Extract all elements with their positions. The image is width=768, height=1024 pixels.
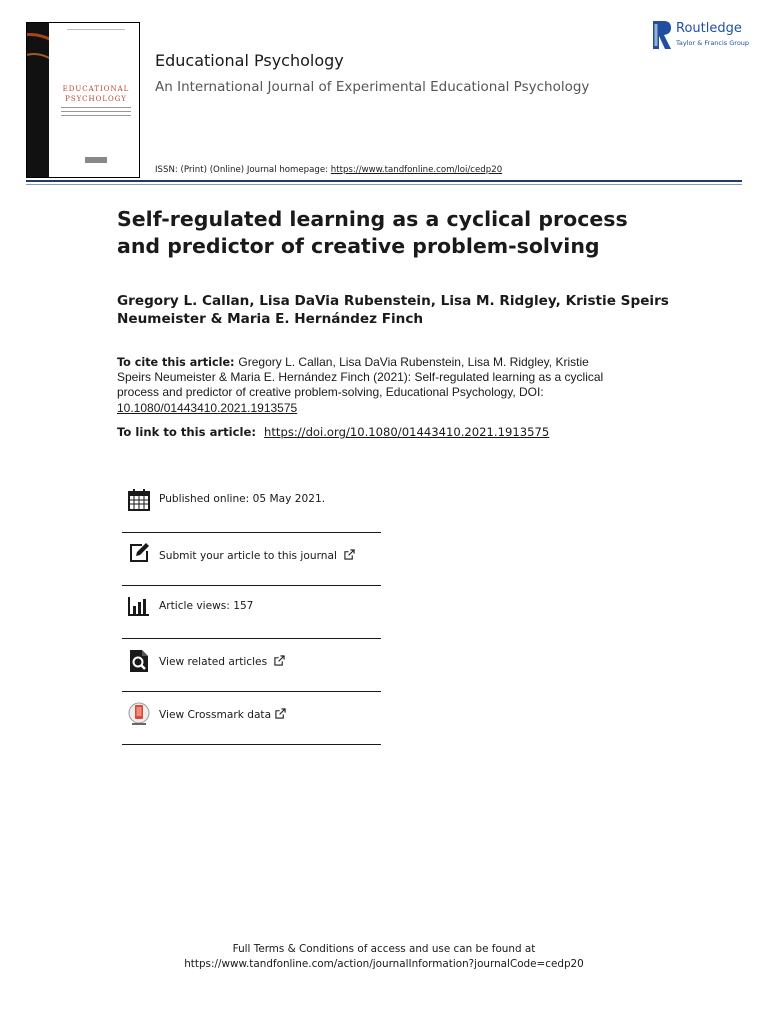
bar-chart-icon <box>127 594 151 618</box>
footer-terms-url[interactable]: https://www.tandfonline.com/action/journalInformation?journalCode=cedp20 <box>184 958 584 970</box>
related-row[interactable] <box>122 639 381 692</box>
document-search-icon <box>127 649 151 673</box>
article-doi-url[interactable]: https://doi.org/10.1080/01443410.2021.1913575 <box>264 425 550 439</box>
article-link-line <box>117 425 549 439</box>
calendar-icon <box>127 488 151 512</box>
related-label: View related articles <box>159 656 268 668</box>
issn-line <box>155 165 502 175</box>
publisher-name: Routledge <box>676 21 742 36</box>
journal-title: Educational Psychology <box>155 51 344 70</box>
cover-title-line1: EDUCATIONAL <box>62 85 130 93</box>
submit-article-link[interactable] <box>159 549 355 562</box>
article-views: Article views: 157 <box>159 600 254 612</box>
external-link-icon <box>275 708 286 719</box>
related-articles-link[interactable] <box>159 655 285 668</box>
cover-text-lines <box>61 107 131 119</box>
edit-icon <box>127 541 151 565</box>
external-link-icon <box>344 549 355 560</box>
cite-text: Gregory L. Callan, Lisa DaVia Rubenstein, Lisa M. Ridgley, Kristie Speirs Neumeister & Maria E. Hernández Finch (2021): Self-regulated learning as a cyclical process and predictor of creative problem-solving, Educational Psychology, DOI: <box>117 355 604 400</box>
doi-link[interactable]: 10.1080/01443410.2021.1913575 <box>117 400 298 415</box>
article-authors: Gregory L. Callan, Lisa DaVia Rubenstein, Lisa M. Ridgley, Kristie Speirs Neumeister & Maria E. Hernández Finch <box>117 293 669 327</box>
crossmark-link[interactable] <box>159 708 286 721</box>
page-footer <box>0 942 768 972</box>
article-info-list <box>122 480 381 745</box>
footer-terms-text: Full Terms & Conditions of access and use can be found at <box>232 943 536 955</box>
external-link-icon <box>274 655 285 666</box>
submit-label: Submit your article to this journal <box>159 550 337 562</box>
published-date: Published online: 05 May 2021. <box>159 493 326 505</box>
header-divider-thin <box>26 184 742 185</box>
publisher-tagline: Taylor & Francis Group <box>676 39 750 47</box>
journal-homepage-link[interactable]: https://www.tandfonline.com/loi/cedp20 <box>330 165 503 175</box>
cover-top-line <box>67 29 125 30</box>
cite-label: To cite this article: <box>117 356 239 369</box>
routledge-logo[interactable] <box>652 20 752 52</box>
citation-block <box>117 355 617 416</box>
crossmark-label: View Crossmark data <box>159 709 272 721</box>
cover-publisher-logo <box>85 157 107 163</box>
journal-subtitle: An International Journal of Experimental Educational Psychology <box>155 79 590 95</box>
header-divider <box>26 180 742 182</box>
cover-title-line2: PSYCHOLOGY <box>65 95 127 103</box>
article-title: Self-regulated learning as a cyclical process and predictor of creative problem-solving <box>117 207 628 258</box>
crossmark-row[interactable] <box>122 692 381 745</box>
issn-label: ISSN: (Print) (Online) Journal homepage: <box>155 165 331 175</box>
crossmark-icon <box>127 702 151 726</box>
submit-row[interactable] <box>122 533 381 586</box>
link-label: To link to this article: <box>117 425 261 439</box>
views-row <box>122 586 381 639</box>
journal-cover <box>26 22 140 178</box>
published-row <box>122 480 381 533</box>
routledge-r-icon <box>652 20 672 50</box>
